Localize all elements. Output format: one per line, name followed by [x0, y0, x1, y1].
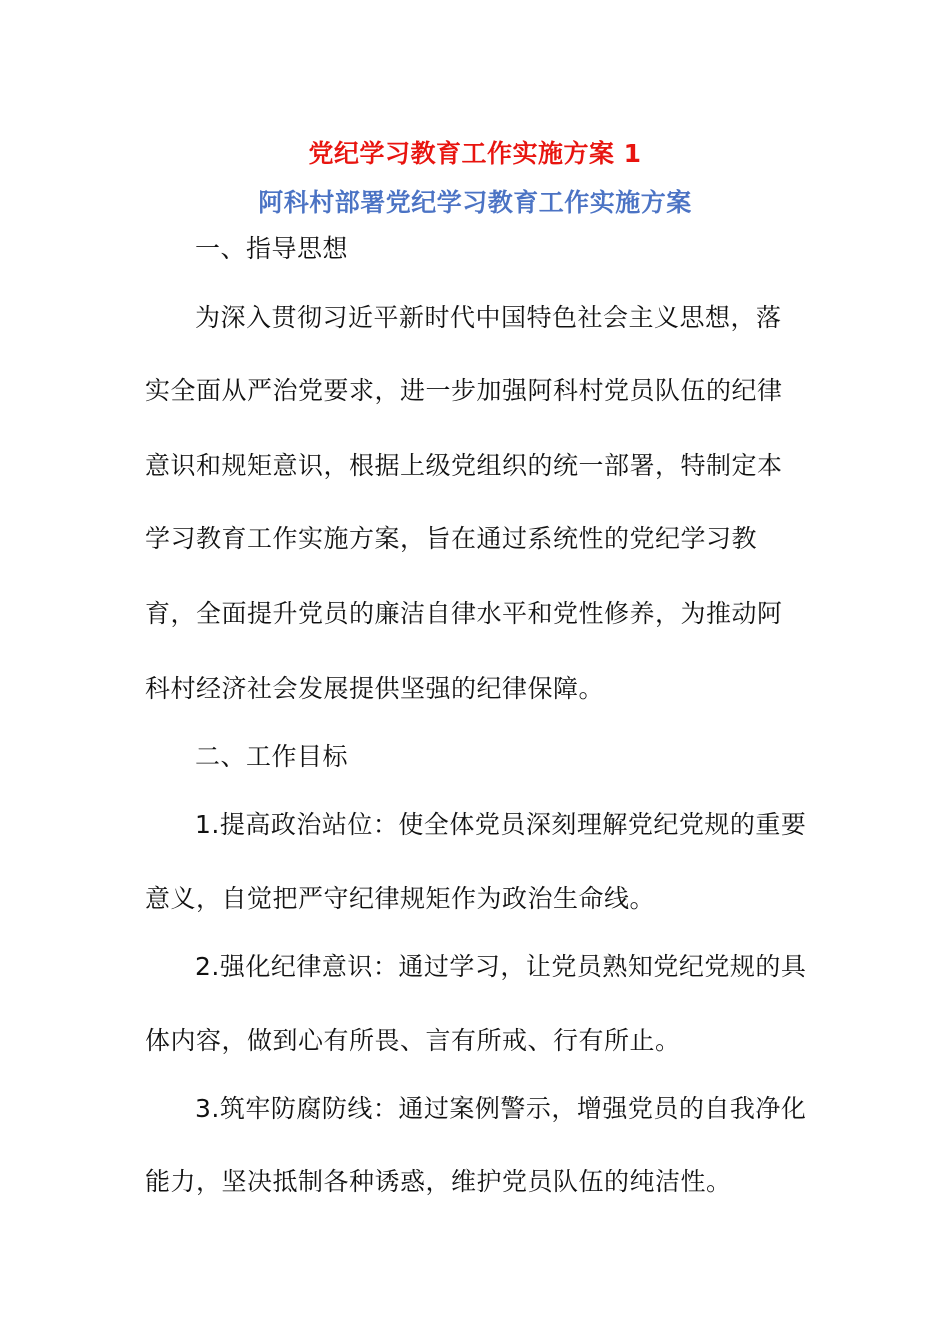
section-heading-work-goals: 二、工作目标	[195, 742, 349, 771]
paragraph-line: 实全面从严治党要求，进一步加强阿科村党员队伍的纪律	[145, 376, 783, 405]
document-title: 党纪学习教育工作实施方案 1	[308, 139, 642, 168]
list-item-line: 意义，自觉把严守纪律规矩作为政治生命线。	[145, 884, 656, 913]
list-item-line: 体内容，做到心有所畏、言有所戒、行有所止。	[145, 1026, 681, 1055]
paragraph-line: 为深入贯彻习近平新时代中国特色社会主义思想，落	[195, 303, 782, 332]
list-item-line: 1.提高政治站位：使全体党员深刻理解党纪党规的重要	[195, 810, 807, 839]
list-item-line: 能力，坚决抵制各种诱惑，维护党员队伍的纯洁性。	[145, 1167, 732, 1196]
paragraph-line: 意识和规矩意识，根据上级党组织的统一部署，特制定本	[145, 451, 783, 480]
paragraph-line: 学习教育工作实施方案，旨在通过系统性的党纪学习教	[145, 524, 758, 553]
document-subtitle: 阿科村部署党纪学习教育工作实施方案	[258, 188, 692, 217]
paragraph-line: 育，全面提升党员的廉洁自律水平和党性修养，为推动阿	[145, 599, 783, 628]
paragraph-line: 科村经济社会发展提供坚强的纪律保障。	[145, 674, 605, 703]
section-heading-guiding-ideology: 一、指导思想	[195, 234, 349, 263]
list-item-line: 2.强化纪律意识：通过学习，让党员熟知党纪党规的具	[195, 952, 807, 981]
list-item-line: 3.筑牢防腐防线：通过案例警示，增强党员的自我净化	[195, 1094, 807, 1123]
